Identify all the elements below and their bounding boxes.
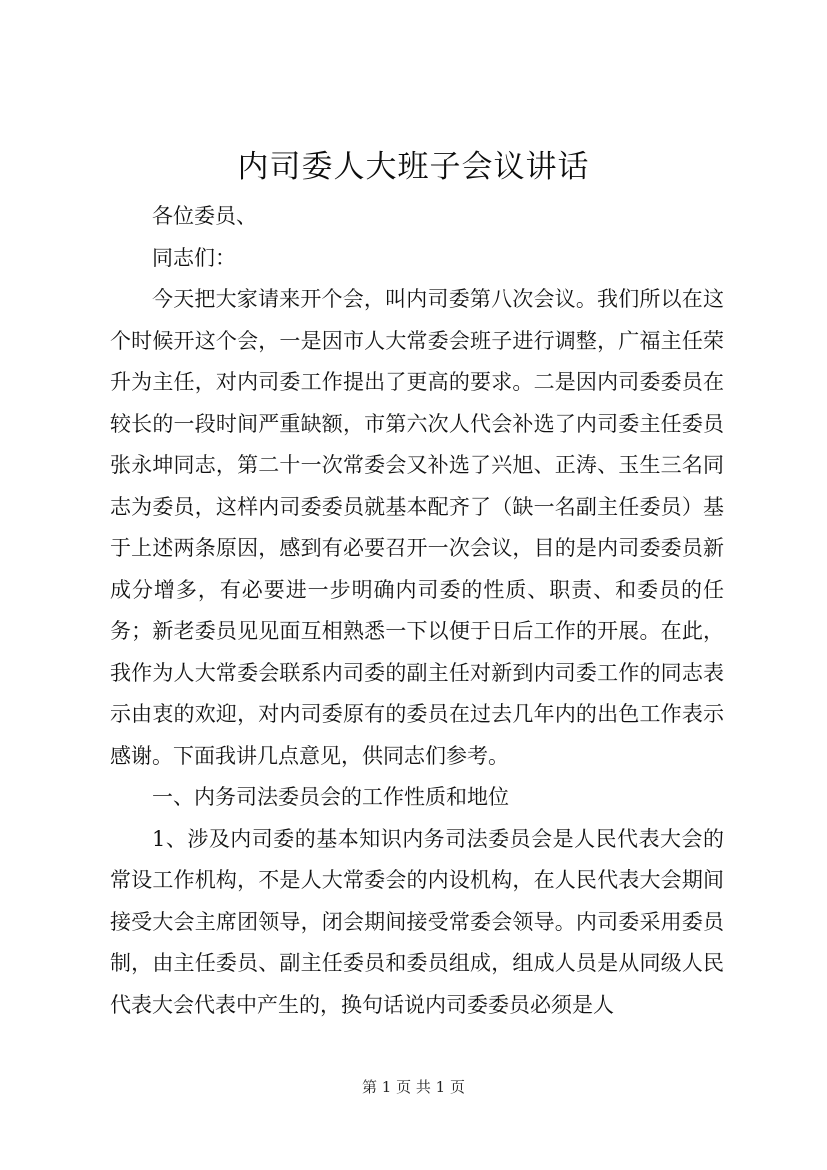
salutation-line-2: 同志们：: [152, 245, 236, 270]
document-body: [110, 196, 724, 1026]
page-footer: 第 1 页 共 1 页: [362, 1078, 465, 1096]
page-title: 内司委人大班子会议讲话: [237, 149, 590, 185]
paragraph-opening: 今天把大家请来开个会，叫内司委第八次会议。我们所以在这个时候开这个会，一是因市人大常委会班子进行调整，广福主任荣升为主任，对内司委工作提出了更高的要求。二是因内司委委员在较长的一段时间严重缺额，市第六次人代会补选了内司委主任委员张永坤同志，第二十一次常委会又补选了兴旭、正涛、玉生三名同志为委员，这样内司委委员就基本配齐了（缺一名副主任委员）基于上述两条原因，感到有必要召开一次会议，目的是内司委委员新成分增多，有必要进一步明确内司委的性质、职责、和委员的任务；新老委员见见面互相熟悉一下以便于日后工作的开展。在此，我作为人大常委会联系内司委的副主任对新到内司委工作的同志表示由衷的欢迎，对内司委原有的委员在过去几年内的出色工作表示感谢。下面我讲几点意见，供同志们参考。: [110, 287, 724, 768]
salutation-line-1: 各位委员、: [152, 204, 257, 228]
paragraph-section-1-item-1: 1、涉及内司委的基本知识内务司法委员会是人民代表大会的常设工作机构，不是人大常委会的内设机构，在人民代表大会期间接受大会主席团领导，闭会期间接受常委会领导。内司委采用委员制，由主任委员、副主任委员和委员组成，组成人员是从同级人民代表大会代表中产生的，换句话说内司委委员必须是人: [110, 826, 724, 1017]
section-heading-1: 一、内务司法委员会的工作性质和地位: [152, 785, 509, 809]
